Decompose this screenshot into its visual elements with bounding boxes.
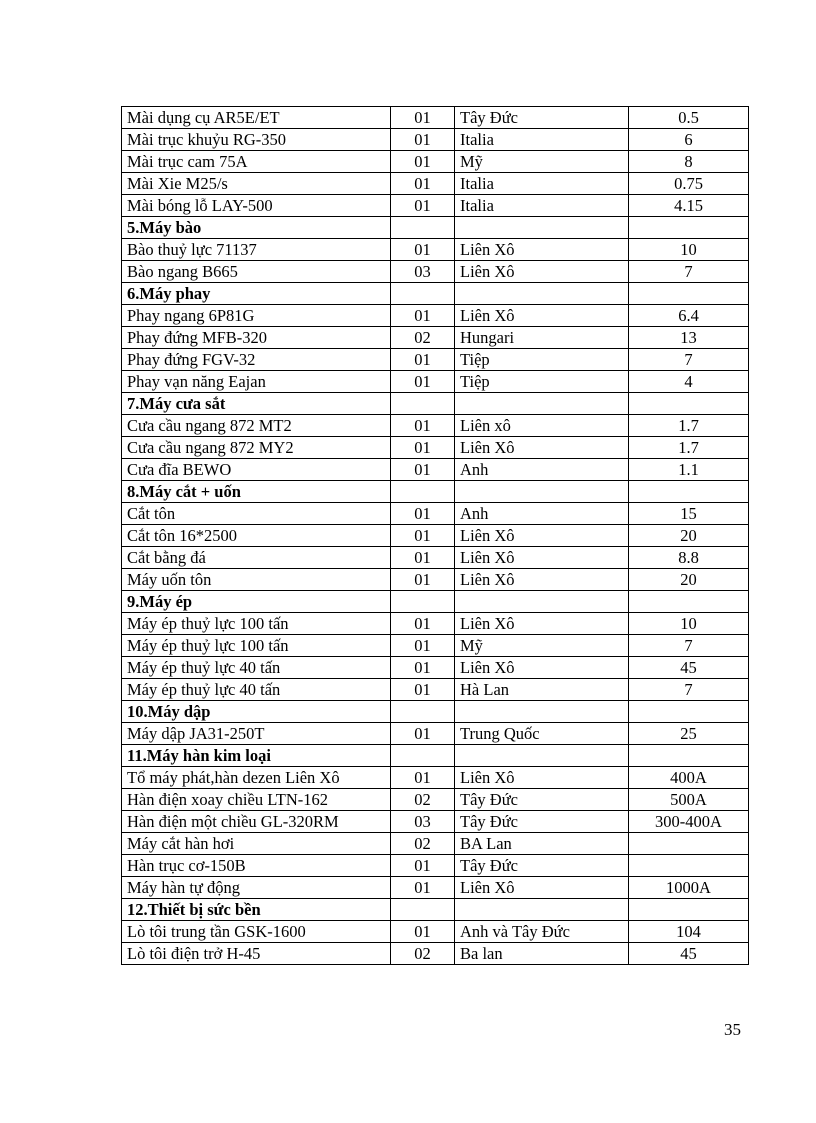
origin-cell: Liên Xô <box>455 437 629 459</box>
section-header-row <box>122 481 749 503</box>
table-row <box>122 635 749 657</box>
origin-cell: BA Lan <box>455 833 629 855</box>
value-cell <box>629 745 749 767</box>
quantity-cell: 03 <box>391 261 455 283</box>
table-row <box>122 327 749 349</box>
value-cell: 45 <box>629 657 749 679</box>
quantity-cell <box>391 591 455 613</box>
value-cell: 7 <box>629 261 749 283</box>
section-header-row <box>122 283 749 305</box>
quantity-cell <box>391 701 455 723</box>
origin-cell <box>455 393 629 415</box>
quantity-cell: 01 <box>391 569 455 591</box>
equipment-name-cell: 12.Thiết bị sức bền <box>122 899 391 921</box>
table-row <box>122 811 749 833</box>
origin-cell: Hà Lan <box>455 679 629 701</box>
table-row <box>122 855 749 877</box>
quantity-cell: 01 <box>391 855 455 877</box>
value-cell: 0.5 <box>629 107 749 129</box>
origin-cell: Liên Xô <box>455 569 629 591</box>
equipment-name-cell: Hàn trục cơ-150B <box>122 855 391 877</box>
quantity-cell <box>391 217 455 239</box>
value-cell: 104 <box>629 921 749 943</box>
quantity-cell: 01 <box>391 525 455 547</box>
origin-cell: Mỹ <box>455 151 629 173</box>
table-row <box>122 459 749 481</box>
equipment-name-cell: 10.Máy dập <box>122 701 391 723</box>
equipment-name-cell: Cưa cầu ngang 872 MY2 <box>122 437 391 459</box>
equipment-name-cell: Máy ép thuỷ lực 40 tấn <box>122 679 391 701</box>
quantity-cell: 01 <box>391 129 455 151</box>
origin-cell <box>455 899 629 921</box>
value-cell: 1.1 <box>629 459 749 481</box>
table-row <box>122 415 749 437</box>
value-cell: 7 <box>629 635 749 657</box>
quantity-cell: 02 <box>391 327 455 349</box>
quantity-cell: 01 <box>391 657 455 679</box>
value-cell: 15 <box>629 503 749 525</box>
value-cell: 8.8 <box>629 547 749 569</box>
origin-cell: Italia <box>455 129 629 151</box>
quantity-cell: 01 <box>391 349 455 371</box>
origin-cell: Tây Đức <box>455 811 629 833</box>
origin-cell: Liên Xô <box>455 767 629 789</box>
table-row <box>122 525 749 547</box>
value-cell <box>629 591 749 613</box>
table-row <box>122 943 749 965</box>
origin-cell: Liên Xô <box>455 657 629 679</box>
section-header-row <box>122 217 749 239</box>
equipment-name-cell: 6.Máy phay <box>122 283 391 305</box>
quantity-cell: 01 <box>391 239 455 261</box>
equipment-name-cell: 9.Máy ép <box>122 591 391 613</box>
quantity-cell <box>391 899 455 921</box>
origin-cell: Tiệp <box>455 349 629 371</box>
quantity-cell: 01 <box>391 767 455 789</box>
equipment-name-cell: Cắt tôn <box>122 503 391 525</box>
value-cell: 10 <box>629 613 749 635</box>
quantity-cell: 01 <box>391 173 455 195</box>
equipment-name-cell: Hàn điện một chiều GL-320RM <box>122 811 391 833</box>
value-cell: 1.7 <box>629 415 749 437</box>
value-cell: 4.15 <box>629 195 749 217</box>
origin-cell: Tiệp <box>455 371 629 393</box>
quantity-cell <box>391 745 455 767</box>
value-cell: 20 <box>629 569 749 591</box>
origin-cell: Liên Xô <box>455 239 629 261</box>
equipment-name-cell: Cưa đĩa BEWO <box>122 459 391 481</box>
origin-cell: Liên xô <box>455 415 629 437</box>
value-cell <box>629 481 749 503</box>
section-header-row <box>122 899 749 921</box>
origin-cell: Anh <box>455 503 629 525</box>
equipment-name-cell: Mài trục khuỷu RG-350 <box>122 129 391 151</box>
table-row <box>122 789 749 811</box>
value-cell: 45 <box>629 943 749 965</box>
value-cell <box>629 393 749 415</box>
table-row <box>122 613 749 635</box>
value-cell: 1000A <box>629 877 749 899</box>
table-row <box>122 679 749 701</box>
value-cell: 500A <box>629 789 749 811</box>
equipment-name-cell: Máy uốn tôn <box>122 569 391 591</box>
origin-cell: Tây Đức <box>455 855 629 877</box>
value-cell: 6 <box>629 129 749 151</box>
origin-cell: Anh <box>455 459 629 481</box>
equipment-name-cell: Mài trục cam 75A <box>122 151 391 173</box>
origin-cell <box>455 217 629 239</box>
origin-cell: Mỹ <box>455 635 629 657</box>
value-cell <box>629 899 749 921</box>
equipment-name-cell: Máy ép thuỷ lực 100 tấn <box>122 613 391 635</box>
equipment-name-cell: Mài bóng lỗ LAY-500 <box>122 195 391 217</box>
origin-cell: Hungari <box>455 327 629 349</box>
origin-cell <box>455 701 629 723</box>
quantity-cell: 01 <box>391 723 455 745</box>
table-row <box>122 723 749 745</box>
equipment-name-cell: Phay ngang 6P81G <box>122 305 391 327</box>
origin-cell: Italia <box>455 173 629 195</box>
equipment-name-cell: Hàn điện xoay chiều LTN-162 <box>122 789 391 811</box>
equipment-name-cell: Mài Xie M25/s <box>122 173 391 195</box>
origin-cell: Tây Đức <box>455 107 629 129</box>
quantity-cell: 01 <box>391 305 455 327</box>
value-cell <box>629 833 749 855</box>
quantity-cell: 01 <box>391 437 455 459</box>
value-cell: 1.7 <box>629 437 749 459</box>
equipment-name-cell: Cưa cầu ngang 872 MT2 <box>122 415 391 437</box>
quantity-cell: 01 <box>391 195 455 217</box>
section-header-row <box>122 701 749 723</box>
table-row <box>122 767 749 789</box>
origin-cell: Liên Xô <box>455 305 629 327</box>
table-row <box>122 261 749 283</box>
value-cell: 4 <box>629 371 749 393</box>
section-header-row <box>122 393 749 415</box>
quantity-cell: 01 <box>391 459 455 481</box>
table-row <box>122 437 749 459</box>
table-row <box>122 657 749 679</box>
table-row <box>122 173 749 195</box>
origin-cell: Liên Xô <box>455 877 629 899</box>
table-row <box>122 877 749 899</box>
equipment-name-cell: 7.Máy cưa sắt <box>122 393 391 415</box>
equipment-name-cell: Phay vạn năng Eajan <box>122 371 391 393</box>
quantity-cell: 01 <box>391 877 455 899</box>
quantity-cell: 01 <box>391 503 455 525</box>
origin-cell: Tây Đức <box>455 789 629 811</box>
value-cell: 0.75 <box>629 173 749 195</box>
value-cell: 13 <box>629 327 749 349</box>
quantity-cell: 01 <box>391 547 455 569</box>
table-row <box>122 349 749 371</box>
equipment-name-cell: Bào ngang B665 <box>122 261 391 283</box>
origin-cell: Italia <box>455 195 629 217</box>
quantity-cell: 01 <box>391 371 455 393</box>
value-cell: 25 <box>629 723 749 745</box>
origin-cell <box>455 591 629 613</box>
value-cell: 10 <box>629 239 749 261</box>
origin-cell: Liên Xô <box>455 525 629 547</box>
page-number: 35 <box>724 1020 741 1039</box>
equipment-name-cell: 8.Máy cắt + uốn <box>122 481 391 503</box>
table-row <box>122 151 749 173</box>
table-row <box>122 569 749 591</box>
equipment-name-cell: Cắt bằng đá <box>122 547 391 569</box>
value-cell: 400A <box>629 767 749 789</box>
quantity-cell: 01 <box>391 151 455 173</box>
equipment-name-cell: Cắt tôn 16*2500 <box>122 525 391 547</box>
equipment-table <box>121 106 749 965</box>
value-cell <box>629 217 749 239</box>
origin-cell: Ba lan <box>455 943 629 965</box>
quantity-cell: 01 <box>391 107 455 129</box>
value-cell <box>629 855 749 877</box>
quantity-cell <box>391 283 455 305</box>
table-row <box>122 129 749 151</box>
quantity-cell: 01 <box>391 635 455 657</box>
table-row <box>122 305 749 327</box>
quantity-cell: 03 <box>391 811 455 833</box>
section-header-row <box>122 745 749 767</box>
equipment-name-cell: Máy cắt hàn hơi <box>122 833 391 855</box>
equipment-name-cell: Phay đứng MFB-320 <box>122 327 391 349</box>
value-cell <box>629 701 749 723</box>
equipment-name-cell: 11.Máy hàn kim loại <box>122 745 391 767</box>
quantity-cell <box>391 481 455 503</box>
equipment-name-cell: Máy ép thuỷ lực 40 tấn <box>122 657 391 679</box>
value-cell: 6.4 <box>629 305 749 327</box>
value-cell: 20 <box>629 525 749 547</box>
quantity-cell: 02 <box>391 943 455 965</box>
table-row <box>122 107 749 129</box>
quantity-cell <box>391 393 455 415</box>
value-cell <box>629 283 749 305</box>
value-cell: 8 <box>629 151 749 173</box>
origin-cell: Anh và Tây Đức <box>455 921 629 943</box>
origin-cell <box>455 283 629 305</box>
table-row <box>122 503 749 525</box>
equipment-name-cell: Máy ép thuỷ lực 100 tấn <box>122 635 391 657</box>
equipment-name-cell: Máy dập JA31-250T <box>122 723 391 745</box>
table-row <box>122 833 749 855</box>
origin-cell <box>455 745 629 767</box>
value-cell: 7 <box>629 679 749 701</box>
value-cell: 7 <box>629 349 749 371</box>
equipment-name-cell: Phay đứng FGV-32 <box>122 349 391 371</box>
origin-cell: Liên Xô <box>455 613 629 635</box>
equipment-name-cell: Lò tôi điện trở H-45 <box>122 943 391 965</box>
equipment-name-cell: Bào thuỷ lực 71137 <box>122 239 391 261</box>
table-row <box>122 547 749 569</box>
table-row <box>122 921 749 943</box>
section-header-row <box>122 591 749 613</box>
equipment-name-cell: Mài dụng cụ AR5E/ET <box>122 107 391 129</box>
equipment-name-cell: Tổ máy phát,hàn dezen Liên Xô <box>122 767 391 789</box>
value-cell: 300-400A <box>629 811 749 833</box>
quantity-cell: 02 <box>391 833 455 855</box>
equipment-name-cell: 5.Máy bào <box>122 217 391 239</box>
origin-cell: Liên Xô <box>455 261 629 283</box>
origin-cell: Liên Xô <box>455 547 629 569</box>
equipment-name-cell: Máy hàn tự động <box>122 877 391 899</box>
origin-cell: Trung Quốc <box>455 723 629 745</box>
quantity-cell: 01 <box>391 613 455 635</box>
quantity-cell: 01 <box>391 921 455 943</box>
quantity-cell: 02 <box>391 789 455 811</box>
quantity-cell: 01 <box>391 679 455 701</box>
table-row <box>122 239 749 261</box>
equipment-table-body <box>122 107 749 965</box>
table-row <box>122 371 749 393</box>
table-row <box>122 195 749 217</box>
origin-cell <box>455 481 629 503</box>
equipment-name-cell: Lò tôi trung tần GSK-1600 <box>122 921 391 943</box>
quantity-cell: 01 <box>391 415 455 437</box>
